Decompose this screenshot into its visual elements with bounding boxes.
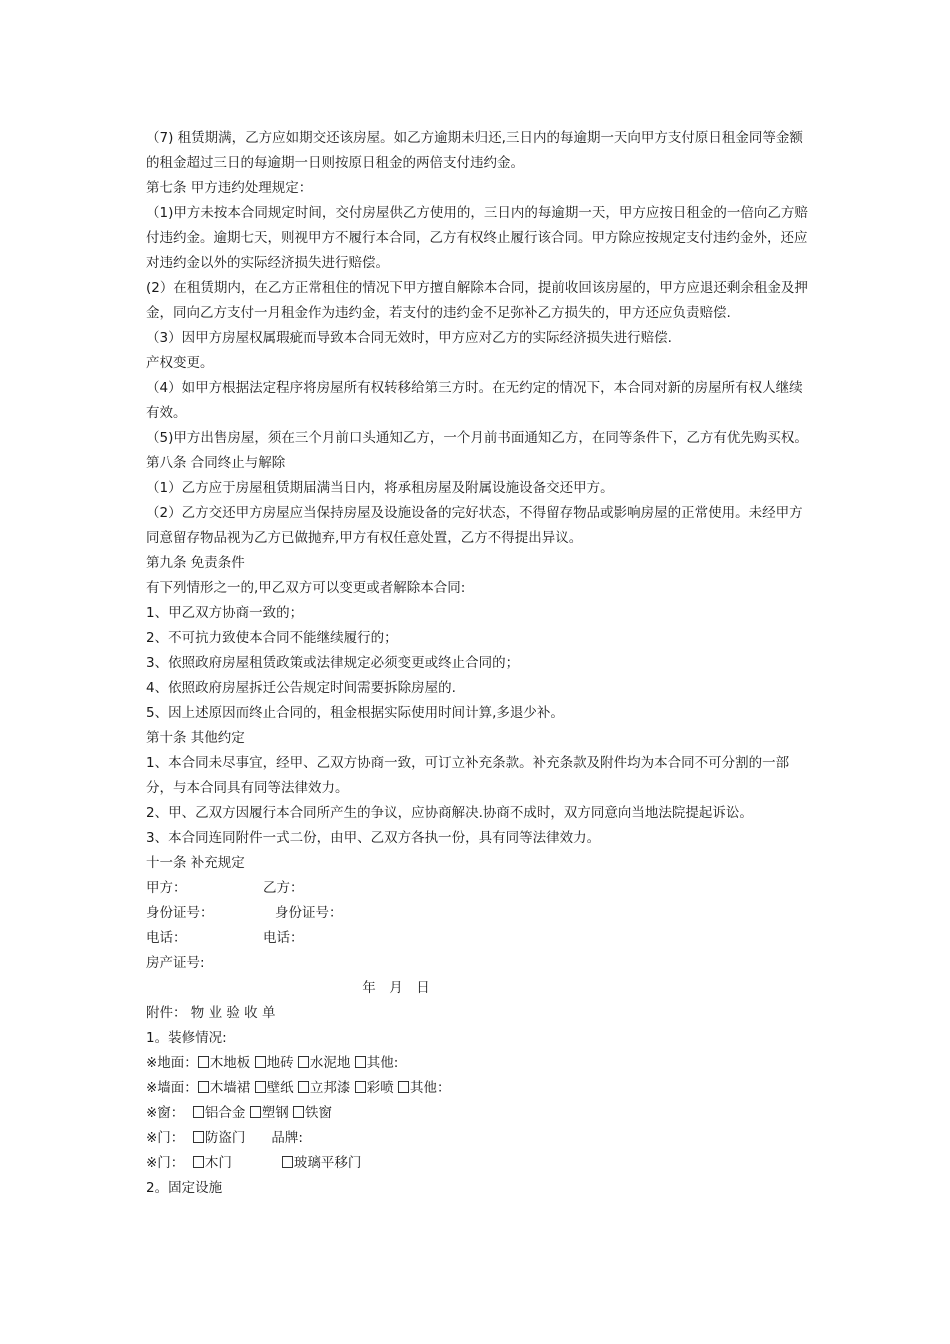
article-9-item-5: 5、因上述原因而终止合同的，租金根据实际使用时间计算,多退少补。 (146, 705, 564, 721)
option-label: 彩喷 (366, 1080, 394, 1096)
article-7-title: 第七条 甲方违约处理规定： (146, 180, 313, 196)
checkbox[interactable] (298, 1081, 309, 1093)
party-b-id-label: 身份证号： (275, 905, 343, 921)
party-b-phone-label: 电话： (263, 930, 304, 946)
clause-a8-1: （1）乙方应于房屋租赁期届满当日内，将承租房屋及附属设施设备交还甲方。 (146, 480, 614, 496)
option-label: 地砖 (266, 1055, 294, 1071)
article-9-title: 第九条 免责条件 (146, 555, 245, 571)
door-security-row (146, 1126, 812, 1151)
option-label: 玻璃平移门 (293, 1155, 362, 1171)
wall-label: ※墙面： (146, 1080, 198, 1096)
article-9-item-3: 3、依照政府房屋租赁政策或法律规定必须变更或终止合同的； (146, 655, 520, 671)
decoration-heading: 1。装修情况: (146, 1030, 227, 1046)
option-label: 水泥地 (309, 1055, 351, 1071)
door-label: ※门： (146, 1130, 185, 1146)
option-label: 铝合金 (204, 1105, 246, 1121)
checkbox[interactable] (355, 1056, 366, 1068)
option-label: 木门 (204, 1155, 232, 1171)
clause-a7-1: （1)甲方未按本合同规定时间，交付房屋供乙方使用的，三日内的每逾期一天，甲方应按日租金的一倍向乙方赔付违约金。逾期七天，则视甲方不履行本合同，乙方有权终止履行该合同。甲方除应按规定支付违约金外，还应对违约金以外的实际经济损失进行赔偿。 (146, 205, 808, 271)
checkbox[interactable] (255, 1056, 266, 1068)
party-a-phone-label: 电话： (146, 930, 187, 946)
option-label: 铁窗 (305, 1105, 332, 1121)
checkbox[interactable] (282, 1156, 293, 1168)
option-label: 木墙裙 (209, 1080, 251, 1096)
clause-7-7: （7) 租赁期满，乙方应如期交还该房屋。如乙方逾期未归还,三日内的每逾期一天向甲方支付原日租金同等金额的租金超过三日的每逾期一日则按原日租金的两倍支付违约金。 (146, 130, 803, 171)
clause-a8-2: （2）乙方交还甲方房屋应当保持房屋及设施设备的完好状态，不得留存物品或影响房屋的正常使用。未经甲方同意留存物品视为乙方已做抛弃,甲方有权任意处置，乙方不得提出异议。 (146, 505, 803, 546)
article-9-item-2: 2、不可抗力致使本合同不能继续履行的； (146, 630, 398, 646)
article-11-title: 十一条 补充规定 (146, 855, 245, 871)
article-9-item-1: 1、甲乙双方协商一致的； (146, 605, 304, 621)
article-10-item-3: 3、本合同连同附件一式二份，由甲、乙双方各执一份，具有同等法律效力。 (146, 830, 601, 846)
option-label: 壁纸 (266, 1080, 294, 1096)
clause-a7-2: (2）在租赁期内，在乙方正常租住的情况下甲方擅自解除本合同，提前收回该房屋的，甲方应退还剩余租金及押金，同向乙方支付一月租金作为违约金，若支付的违约金不足弥补乙方损失的，甲方还应负责赔偿. (146, 280, 808, 321)
party-b-label: 乙方： (263, 880, 304, 896)
option-label: 木地板 (209, 1055, 251, 1071)
attachment-title: 附件： 物 业 验 收 单 (146, 1005, 276, 1021)
checkbox[interactable] (250, 1106, 261, 1118)
property-change-heading: 产权变更。 (146, 355, 214, 371)
article-9-intro: 有下列情形之一的,甲乙双方可以变更或者解除本合同: (146, 580, 466, 596)
party-a-label: 甲方： (146, 880, 187, 896)
article-10-item-2: 2、甲、乙双方因履行本合同所产生的争议，应协商解决.协商不成时，双方同意向当地法院提起诉讼。 (146, 805, 753, 821)
option-label: 立邦漆 (309, 1080, 351, 1096)
option-label: 塑钢 (261, 1105, 289, 1121)
sign-date: 年 月 日 (362, 980, 430, 996)
checkbox[interactable] (198, 1056, 209, 1068)
wall-row (146, 1076, 812, 1101)
option-label: 防盗门 (204, 1130, 246, 1146)
window-label: ※窗： (146, 1105, 185, 1121)
option-label: 其他： (410, 1080, 451, 1096)
checkbox[interactable] (355, 1081, 366, 1093)
checkbox[interactable] (193, 1156, 204, 1168)
checkbox[interactable] (198, 1081, 209, 1093)
window-row (146, 1101, 812, 1126)
property-deed-label: 房产证号: (146, 955, 205, 971)
party-a-id-label: 身份证号： (146, 905, 214, 921)
checkbox[interactable] (398, 1081, 409, 1093)
floor-row (146, 1051, 812, 1076)
clause-a7-5: （5)甲方出售房屋，须在三个月前口头通知乙方，一个月前书面通知乙方，在同等条件下，乙方有优先购买权。 (146, 430, 808, 446)
clause-a7-4: （4）如甲方根据法定程序将房屋所有权转移给第三方时。在无约定的情况下，本合同对新的房屋所有权人继续有效。 (146, 380, 803, 421)
door-label: ※门： (146, 1155, 185, 1171)
signature-phone-row (146, 926, 812, 951)
checkbox[interactable] (193, 1106, 204, 1118)
door-type-row (146, 1151, 812, 1176)
checkbox[interactable] (298, 1056, 309, 1068)
checkbox[interactable] (193, 1131, 204, 1143)
brand-label: 品牌: (271, 1130, 303, 1146)
article-10-item-1: 1、本合同未尽事宜，经甲、乙双方协商一致，可订立补充条款。补充条款及附件均为本合同不可分割的一部分，与本合同具有同等法律效力。 (146, 755, 790, 796)
article-9-item-4: 4、依照政府房屋拆迁公告规定时间需要拆除房屋的. (146, 680, 456, 696)
signature-party-row (146, 876, 812, 901)
fixed-facilities-heading: 2。固定设施 (146, 1180, 223, 1196)
floor-label: ※地面： (146, 1055, 198, 1071)
article-10-title: 第十条 其他约定 (146, 730, 245, 746)
clause-a7-3: （3）因甲方房屋权属瑕疵而导致本合同无效时，甲方应对乙方的实际经济损失进行赔偿. (146, 330, 672, 346)
checkbox[interactable] (293, 1106, 304, 1118)
checkbox[interactable] (255, 1081, 266, 1093)
article-8-title: 第八条 合同终止与解除 (146, 455, 286, 471)
signature-id-row (146, 901, 812, 926)
option-label: 其他: (366, 1055, 399, 1071)
contract-text (146, 126, 812, 1201)
